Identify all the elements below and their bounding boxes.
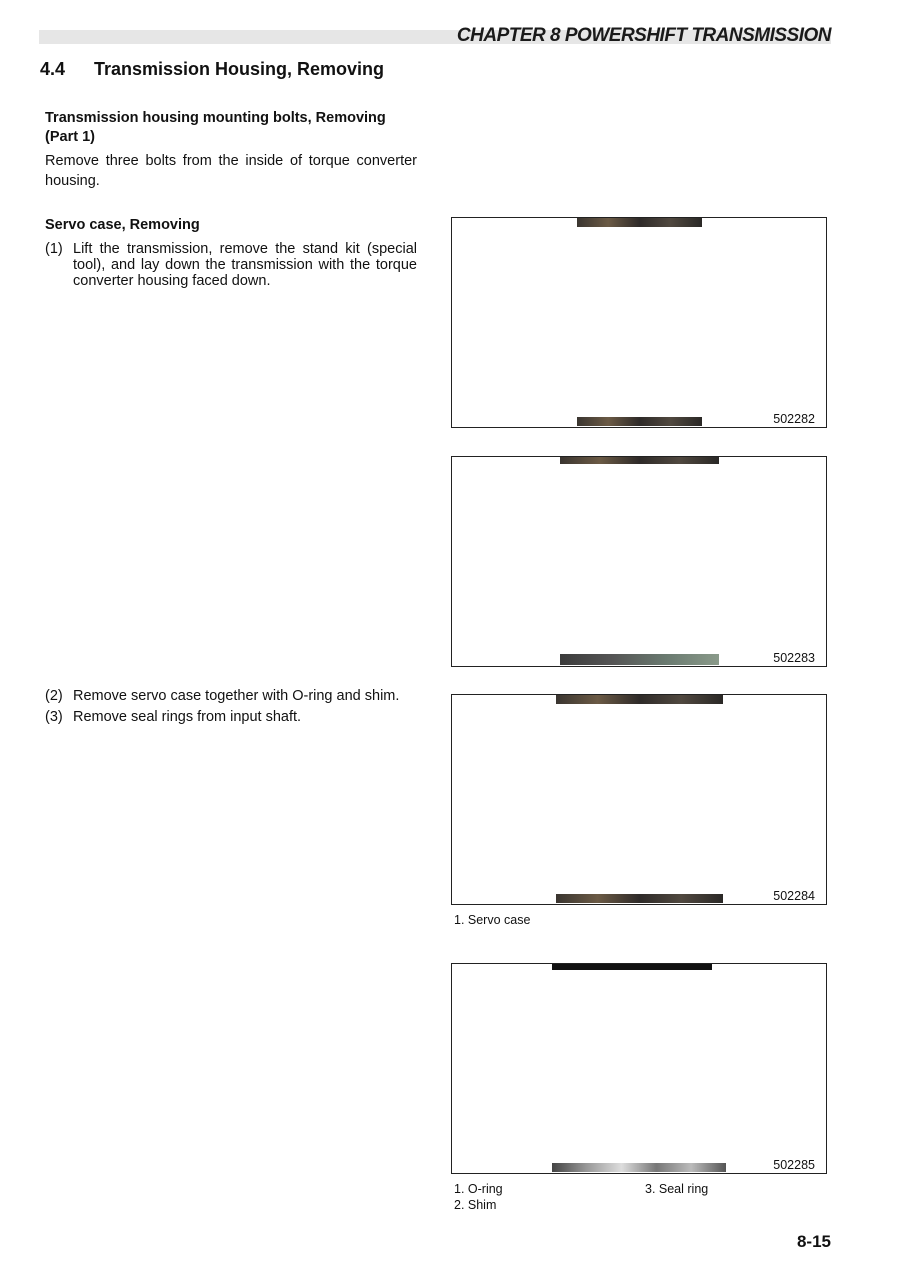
subheading-line-2: (Part 1): [45, 129, 95, 145]
photo-fragment-bottom: [552, 1163, 726, 1172]
step-number: (1): [45, 241, 63, 257]
figure-502284: [451, 694, 827, 905]
photo-fragment-top: [556, 695, 723, 704]
step-2: [45, 688, 417, 704]
figure-id: 502284: [773, 889, 815, 903]
figure-502283: [451, 456, 827, 667]
step-text: Remove servo case together with O-ring and shim.: [73, 688, 400, 704]
section-title: Transmission Housing, Removing: [94, 59, 385, 79]
subheading-housing-bolts: [45, 109, 386, 147]
photo-fragment-bottom: [560, 654, 719, 665]
step-text: Lift the transmission, remove the stand kit (special tool), and lay down the transmission with the torque converter housing faced down.: [73, 241, 417, 289]
subheading-servo-case: Servo case, Removing: [45, 217, 200, 233]
section-number: 4.4: [40, 59, 66, 79]
photo-fragment-top: [552, 964, 712, 970]
figure-id: 502285: [773, 1158, 815, 1172]
photo-fragment-top: [577, 218, 702, 227]
figure-id: 502283: [773, 651, 815, 665]
figure-502282: [451, 217, 827, 428]
chapter-title: CHAPTER 8 POWERSHIFT TRANSMISSION: [456, 25, 831, 46]
step-number: (2): [45, 688, 63, 704]
subheading-line-1: Transmission housing mounting bolts, Removing: [45, 110, 386, 126]
paragraph-remove-bolts: Remove three bolts from the inside of torque converter housing.: [45, 153, 417, 189]
figure-502285: [451, 963, 827, 1174]
step-1: [45, 241, 417, 289]
photo-fragment-top: [560, 457, 719, 464]
photo-fragment-bottom: [577, 417, 702, 426]
figure-caption-shim: 2. Shim: [454, 1198, 497, 1212]
step-number: (3): [45, 709, 63, 725]
step-text: Remove seal rings from input shaft.: [73, 709, 302, 725]
photo-fragment-bottom: [556, 894, 723, 903]
figure-caption: 1. Servo case: [454, 913, 531, 927]
figure-id: 502282: [773, 412, 815, 426]
figure-caption-seal-ring: 3. Seal ring: [645, 1182, 709, 1196]
page-number: 8-15: [796, 1232, 831, 1251]
figure-caption-o-ring: 1. O-ring: [454, 1182, 503, 1196]
step-3: [45, 709, 417, 725]
